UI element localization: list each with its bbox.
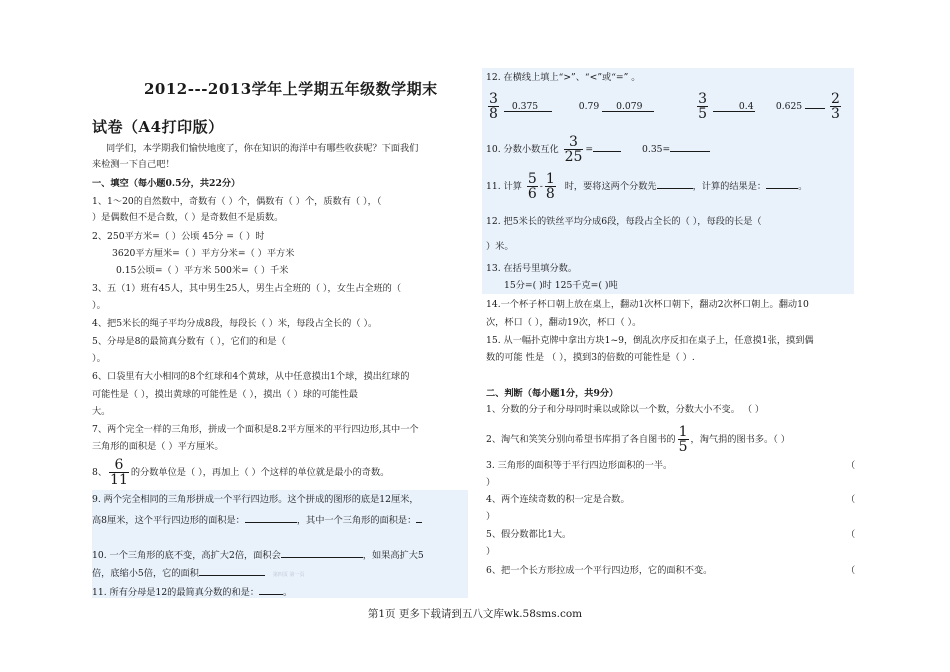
question-10 bbox=[92, 547, 424, 562]
question-1: 1、1～20的自然数中，奇数有（ ）个，偶数有（ ）个，质数有（ ），（ bbox=[92, 196, 382, 207]
fraction-denominator: 3 bbox=[831, 106, 840, 122]
watermark: 第四页 第一页 bbox=[272, 572, 305, 578]
minus-sign: - bbox=[539, 181, 543, 192]
equals: = bbox=[585, 144, 594, 155]
fraction bbox=[678, 425, 689, 454]
question-text: ，其中一个三角形的面积是： bbox=[296, 515, 417, 526]
fraction-denominator: 25 bbox=[564, 149, 583, 165]
fraction-numerator: 5 bbox=[527, 171, 537, 187]
fraction-numerator: 3 bbox=[489, 91, 498, 107]
fraction-numerator: 2 bbox=[831, 91, 840, 107]
value: 0.625 bbox=[775, 101, 803, 112]
judge-3-paren[interactable]: （ bbox=[846, 460, 856, 471]
question-11-calc: 11. 计算 $\frac{5}{6}$ - $\frac{1}{8}$ 时，要将这两个分数先 ，计算的结果是： 。 bbox=[486, 171, 808, 202]
value: 0.79 bbox=[578, 101, 600, 112]
judge-3-paren-close: ） bbox=[486, 477, 496, 488]
fraction-denominator: 8 bbox=[489, 106, 498, 122]
section-heading: 二、判断（每小题1分，共9分） bbox=[486, 388, 619, 399]
question-12-compare bbox=[486, 92, 843, 121]
question-text: 倍，底缩小5倍，它的面积 bbox=[92, 568, 199, 579]
question-10 bbox=[92, 565, 305, 581]
question-6: 可能性是（ ），摸出黄球的可能性是（ ），摸出（ ）球的可能性最 bbox=[92, 389, 358, 400]
question-text: 11. 所有分母是12的最简真分数的和是： bbox=[92, 587, 260, 598]
fraction bbox=[527, 172, 538, 201]
judge-5-paren[interactable]: （ bbox=[846, 529, 856, 540]
question-6: 6、口袋里有大小相同的8个红球和4个黄球，从中任意摸出1个球，摸出红球的 bbox=[92, 371, 410, 382]
question-text: ，淘气捐的图书多。（ ） bbox=[690, 434, 790, 445]
judge-3: 3. 三角形的面积等于平行四边形面积的一半。 bbox=[486, 460, 673, 471]
fraction-numerator: 3 bbox=[564, 135, 584, 150]
question-5: 5、分母是8的最简真分数有（ ），它们的和是（ bbox=[92, 336, 286, 347]
question-2: 3620平方厘米=（ ）平方分米=（ ）平方米 bbox=[112, 248, 295, 259]
judge-4-paren-close: ） bbox=[486, 511, 496, 522]
value: 0.4 bbox=[738, 101, 754, 112]
fraction-denominator: 5 bbox=[678, 439, 688, 455]
question-14: 次，杯口（ ），翻动19次，杯口（ ）。 bbox=[486, 317, 642, 328]
judge-1: 1、分数的分子和分母同时乘以或除以一个数，分数大小不变。 （ ） bbox=[486, 404, 765, 415]
question-text: 10. 分数小数互化 bbox=[486, 144, 559, 155]
question-15: 15. 从一幅扑克牌中拿出方块1~9，倒乱次序反扣在桌子上，任意摸1张，摸到偶 bbox=[486, 335, 814, 346]
fraction bbox=[564, 135, 584, 164]
question-12-wire: 12. 把5米长的铁丝平均分成6段，每段占全长的（ ），每段的长是（ bbox=[486, 216, 762, 227]
question-text: 11. 计算 bbox=[486, 181, 522, 192]
question-12-wire: ）米。 bbox=[486, 241, 514, 252]
question-9 bbox=[92, 512, 422, 527]
fraction bbox=[697, 92, 708, 121]
answer-blank[interactable] bbox=[199, 565, 265, 576]
question-text: 0.35= bbox=[642, 144, 671, 155]
fraction-denominator: 8 bbox=[545, 186, 555, 202]
value: 0.375 bbox=[511, 101, 539, 112]
judge-4: 4、两个连续奇数的积一定是合数。 bbox=[486, 494, 630, 505]
value: 0.079 bbox=[616, 101, 643, 112]
highlight-block bbox=[92, 490, 468, 598]
question-4: 4、把5米长的绳子平均分成8段，每段长（ ）米，每段占全长的（ ）。 bbox=[92, 318, 378, 329]
answer-blank[interactable] bbox=[657, 178, 693, 189]
intro-text: 同学们，本学期我们愉快地度了，你在知识的海洋中有哪些收获呢？下面我们 bbox=[106, 143, 419, 154]
question-13: 15分=( )时 125千克=( )吨 bbox=[504, 280, 618, 291]
judge-5: 5、假分数都比1大。 bbox=[486, 529, 572, 540]
question-3: 3、五（1）班有45人，其中男生25人，男生占全班的（ ），女生占全班的（ bbox=[92, 283, 402, 294]
question-9: 9. 两个完全相同的三角形拼成一个平行四边形。这个拼成的图形的底是12厘米， bbox=[92, 494, 419, 505]
fraction-numerator: 3 bbox=[698, 91, 707, 107]
page-title-line2: 试卷（A4打印版） bbox=[92, 118, 224, 136]
fraction-denominator: 5 bbox=[698, 106, 707, 122]
fraction-denominator: 6 bbox=[527, 186, 537, 202]
judge-6: 6、把一个长方形拉成一个平行四边形，它的面积不变。 bbox=[486, 565, 713, 576]
answer-blank[interactable] bbox=[245, 512, 297, 523]
question-text: 2、淘气和笑笑分别向希望书库捐了各自图书的 bbox=[486, 434, 676, 445]
question-7: 7、两个完全一样的三角形，拼成一个面积是8.2平方厘米的平行四边形,其中一个 bbox=[92, 424, 419, 435]
question-text: 时，要将这两个分数先 bbox=[564, 181, 657, 192]
compare-blank[interactable] bbox=[602, 101, 654, 112]
question-10-conversion bbox=[486, 135, 710, 164]
question-11: 11. 所有分母是12的最简真分数的和是： 。 bbox=[92, 584, 292, 599]
compare-blank[interactable] bbox=[713, 101, 755, 112]
fraction bbox=[488, 92, 499, 121]
question-12: 12. 在横线上填上“>”、“<”或“=” 。 bbox=[486, 72, 641, 83]
question-6: 大。 bbox=[92, 406, 111, 417]
question-8 bbox=[92, 458, 389, 487]
fraction-denominator: 11 bbox=[110, 472, 128, 488]
fraction-numerator: 1 bbox=[678, 424, 688, 440]
question-text: 的分数单位是（ ），再加上（ ）个这样的单位就是最小的奇数。 bbox=[130, 467, 390, 478]
judge-5-paren-close: ） bbox=[486, 546, 496, 557]
answer-blank[interactable] bbox=[259, 584, 283, 595]
question-2: 2、250平方米=（ ）公顷 45分 =（ ）时 bbox=[92, 231, 265, 242]
question-text: ，如果高扩大5 bbox=[362, 550, 424, 561]
section-heading: 一、填空（每小题0.5分，共22分） bbox=[92, 178, 241, 189]
compare-blank[interactable] bbox=[805, 98, 825, 109]
question-5: ）。 bbox=[92, 353, 106, 364]
question-7: 三角形的面积是（ ）平方厘米。 bbox=[92, 441, 224, 452]
fraction-numerator: 6 bbox=[109, 458, 129, 473]
answer-blank[interactable] bbox=[416, 512, 422, 523]
intro-text: 来检测一下自己吧！ bbox=[92, 159, 175, 170]
judge-2 bbox=[486, 425, 790, 454]
answer-blank[interactable] bbox=[766, 178, 798, 189]
page-title: 2012---2013学年上学期五年级数学期末 bbox=[144, 80, 438, 98]
question-text: 10. 一个三角形的底不变，高扩大2倍，面积会 bbox=[92, 550, 281, 561]
question-15: 数的可能 性是 （ ），摸到3的倍数的可能性是（ ）. bbox=[486, 352, 695, 363]
compare-blank[interactable] bbox=[504, 101, 552, 112]
question-2: 0.15公顷=（ ）平方米 500米=（ ）千米 bbox=[116, 265, 289, 276]
answer-blank[interactable] bbox=[593, 141, 621, 152]
question-text: ，计算的结果是： bbox=[692, 181, 767, 192]
question-1: ）是偶数但不是合数，（ ）是奇数但不是质数。 bbox=[92, 212, 284, 223]
answer-blank[interactable] bbox=[670, 141, 710, 152]
page-footer: 第1页 更多下载请到五八文库wk.58sms.com bbox=[367, 608, 583, 620]
fraction bbox=[109, 458, 129, 487]
question-13: 13. 在括号里填分数。 bbox=[486, 263, 578, 274]
answer-blank[interactable] bbox=[281, 547, 363, 558]
judge-4-paren[interactable]: （ bbox=[846, 494, 856, 505]
question-number: 8、 bbox=[92, 467, 108, 478]
fraction bbox=[545, 172, 556, 201]
fraction bbox=[830, 92, 841, 121]
question-14: 14.一个杯子杯口朝上放在桌上，翻动1次杯口朝下，翻动2次杯口朝上。翻动10 bbox=[486, 299, 809, 310]
judge-6-paren[interactable]: （ bbox=[846, 565, 856, 576]
question-text: 高8厘米，这个平行四边形的面积是： bbox=[92, 515, 245, 526]
question-3: ）。 bbox=[92, 300, 106, 311]
fraction-numerator: 1 bbox=[545, 171, 555, 187]
